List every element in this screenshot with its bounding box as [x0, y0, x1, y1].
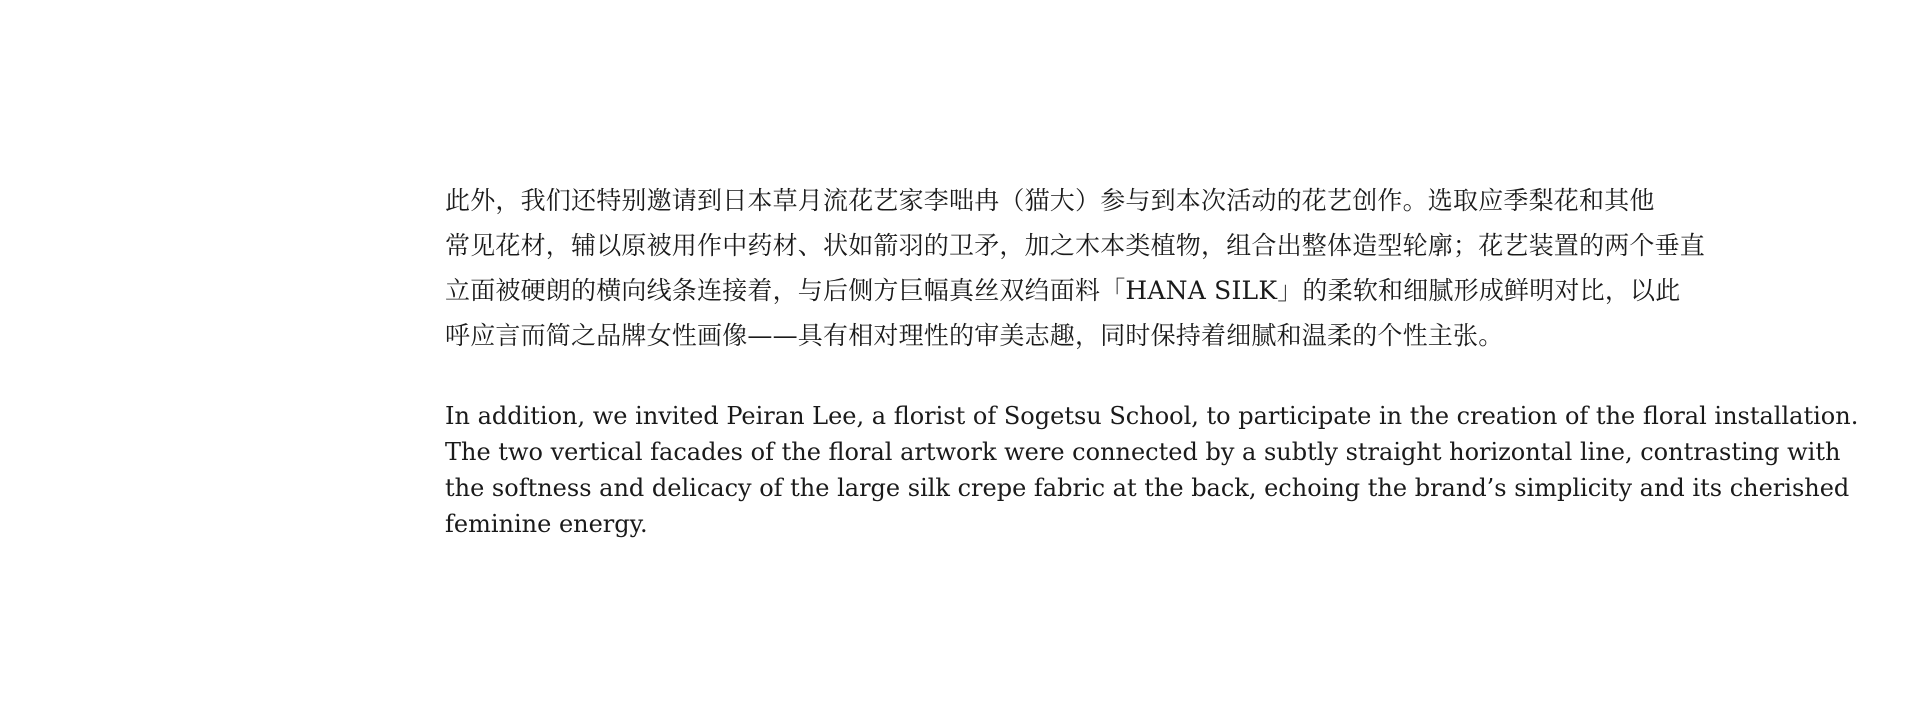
english-line: the softness and delicacy of the large silk crepe fabric at the back, echoing the brand’s simplicity and its cherished — [445, 474, 1850, 502]
article-body — [445, 178, 1859, 542]
chinese-line: 常见花材，辅以原被用作中药材、状如箭羽的卫矛，加之木本类植物，组合出整体造型轮廓；花艺装置的两个垂直 — [445, 231, 1706, 260]
english-line: The two vertical facades of the floral artwork were connected by a subtly straight horizontal line, contrasting with — [445, 438, 1841, 466]
chinese-line: 立面被硬朗的横向线条连接着，与后侧方巨幅真丝双绉面料「HANA SILK」的柔软和细腻形成鲜明对比，以此 — [445, 276, 1681, 305]
english-line: feminine energy. — [445, 510, 648, 538]
chinese-line: 此外，我们还特别邀请到日本草月流花艺家李咄冉（猫大）参与到本次活动的花艺创作。选取应季梨花和其他 — [445, 186, 1655, 215]
english-line: In addition, we invited Peiran Lee, a florist of Sogetsu School, to participate in the creation of the floral installation. — [445, 402, 1859, 430]
chinese-line: 呼应言而简之品牌女性画像——具有相对理性的审美志趣，同时保持着细腻和温柔的个性主张。 — [445, 321, 1504, 350]
chinese-paragraph — [445, 178, 1805, 358]
english-paragraph — [445, 398, 1859, 542]
